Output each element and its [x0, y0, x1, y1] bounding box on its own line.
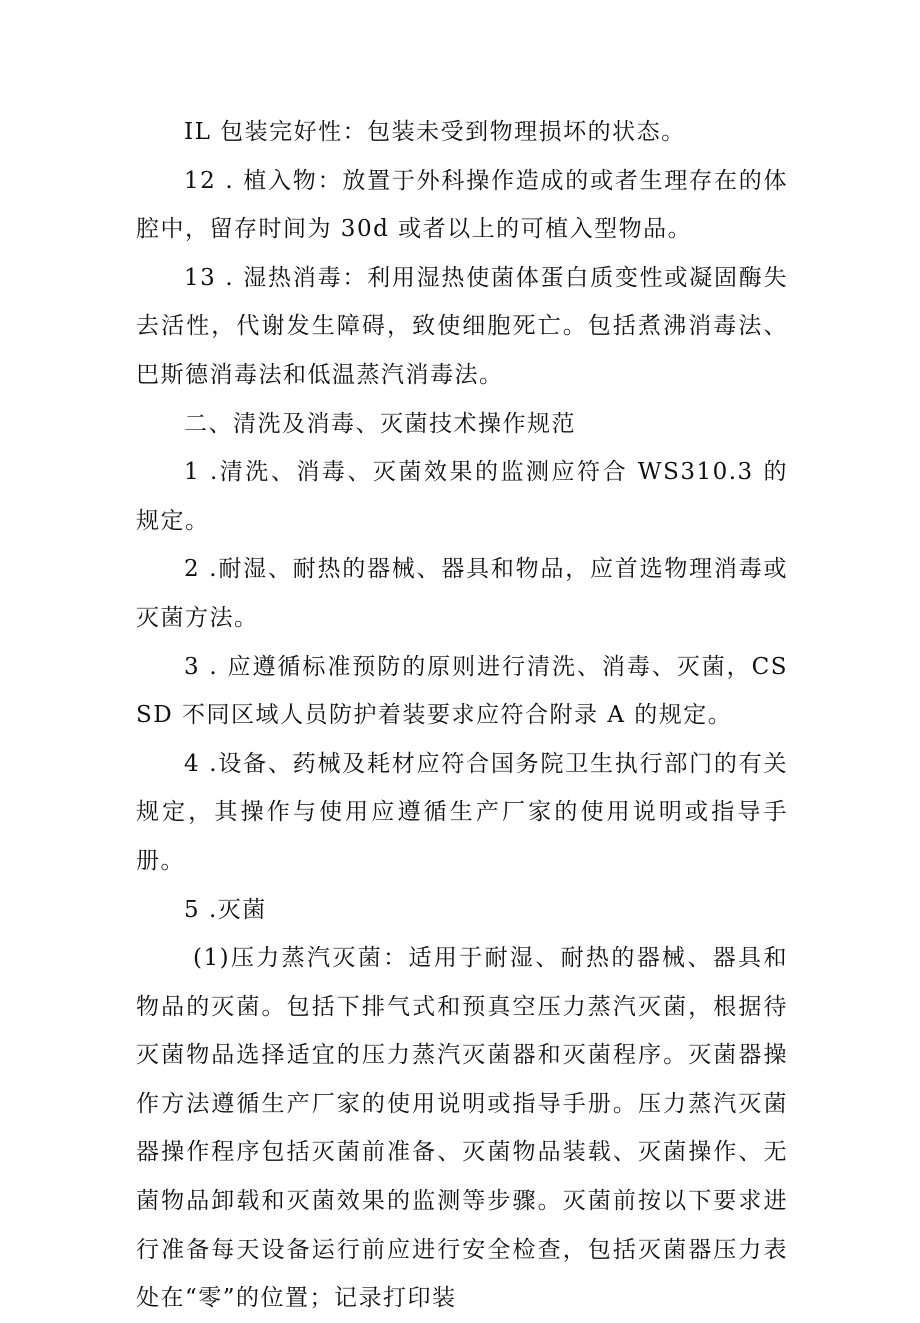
paragraph-equipment: 4 .设备、药械及耗材应符合国务院卫生执行部门的有关规定，其操作与使用应遵循生产厂家的使用说明或指导手册。 [136, 750, 788, 874]
paragraph-monitoring: 1 .清洗、消毒、灭菌效果的监测应符合 WS310.3 的规定。 [136, 459, 788, 534]
paragraph-implant: 12 . 植入物：放置于外科操作造成的或者生理存在的体腔中，留存时间为 30d 或者以上的可植入型物品。 [136, 167, 788, 243]
paragraph-moist-heat-disinfection: 13 . 湿热消毒：利用湿热使菌体蛋白质变性或凝固酶失去活性，代谢发生障碍，致使细胞死亡。包括煮沸消毒法、巴斯德消毒法和低温蒸汽消毒法。 [136, 264, 788, 388]
paragraph-pressure-steam-sterilization: (1)压力蒸汽灭菌：适用于耐湿、耐热的器械、器具和物品的灭菌。包括下排气式和预真空压力蒸汽灭菌，根据待灭菌物品选择适宜的压力蒸汽灭菌器和灭菌程序。灭菌器操作方法遵循生产厂家的使用说明或指导手册。压力蒸汽灭菌器操作程序包括灭菌前准备、灭菌物品装载、灭菌操作、无菌物品卸载和灭菌效果的监测等步骤。灭菌前按以下要求进行准备每天设备运行前应进行安全检查，包括灭菌器压力表处在“零”的位置；记录打印装 [136, 945, 788, 1312]
paragraph-sterilization-heading: 5 .灭菌 [184, 896, 267, 923]
paragraph-heat-resistant-items: 2 .耐湿、耐热的器械、器具和物品，应首选物理消毒或灭菌方法。 [136, 556, 788, 631]
paragraph-packaging-integrity: IL 包装完好性：包装未受到物理损坏的状态。 [184, 119, 686, 145]
section-heading-cleaning-disinfection: 二、清洗及消毒、灭菌技术操作规范 [184, 410, 576, 437]
document-body [136, 108, 788, 1323]
paragraph-standard-precautions: 3 . 应遵循标准预防的原则进行清洗、消毒、灭菌，CSSD 不同区域人员防护着装要求应符合附录 A 的规定。 [136, 653, 788, 729]
